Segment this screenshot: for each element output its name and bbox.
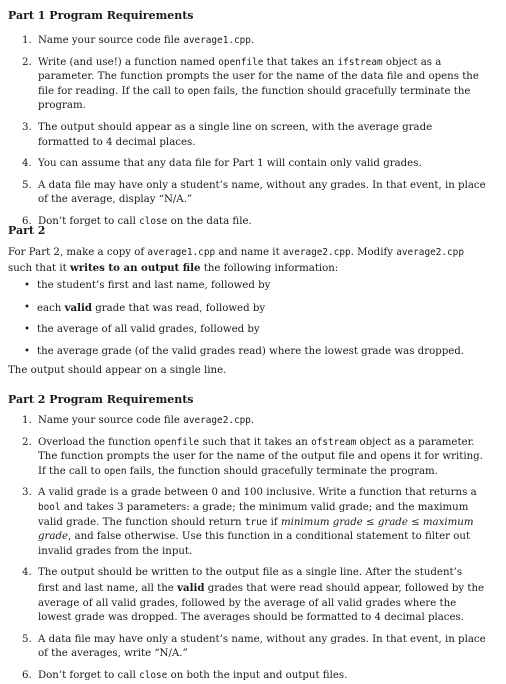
list-item: 3. A valid grade is a grade between 0 and 100 inclusive. Write a function that returns a bool and takes 3 parameters: a grade; the minimum valid grade; and the maximum valid grade. The function should return true if minimum grade ≤ grade ≤ maximum grade, and false otherwise. Use this function in a conditional statement to filter out invalid grades from the input. xyxy=(22,487,477,557)
list-item: • each valid grade that was read, followed by xyxy=(24,302,266,314)
part2-bullet-list xyxy=(0,279,506,367)
list-item: 2. Overload the function openfile such that it takes an ofstream object as a parameter. The function prompts the user for the name of the output file and opens it for writing. If the call to open fails, the function should gracefully terminate the program. xyxy=(22,436,483,477)
list-item: 1. Name your source code file average1.cpp. xyxy=(22,35,255,46)
bullet-icon: • xyxy=(24,324,31,335)
list-item: • the average of all valid grades, followed by xyxy=(0,323,506,345)
list-item: 5. A data file may have only a student’s name, without any grades. In that event, in place of the average, display “N/A.” xyxy=(22,179,486,206)
part1-requirements-list xyxy=(0,34,506,230)
part2-heading: Part 2 xyxy=(8,224,46,237)
part2-outro: The output should appear on a single line. xyxy=(8,365,227,376)
list-item: 4. The output should be written to the output file as a single line. After the student’s first and last name, all the valid grades that were read should appear, followed by the average of all valid grades, followed by the average of all valid grades where the lowest grade was dropped. The averages should be formatted to 4 decimal places. xyxy=(22,567,485,624)
list-item: 5. A data file may have only a student’s name, without any grades. In that event, in place of the averages, write “N/A.” xyxy=(22,633,486,660)
part2-requirements-list xyxy=(0,414,506,684)
bullet-icon: • xyxy=(24,280,31,291)
list-item: 1. Name your source code file average2.cpp. xyxy=(22,415,255,426)
bullet-icon: • xyxy=(24,302,31,313)
part2-requirements-heading: Part 2 Program Requirements xyxy=(8,393,194,406)
list-item: 4. You can assume that any data file for Part 1 will contain only valid grades. xyxy=(22,158,422,170)
list-item: 6. Don’t forget to call close on both the input and output files. xyxy=(22,669,348,681)
part2-intro: For Part 2, make a copy of average1.cpp and name it average2.cpp. Modify average2.cpp such that it writes to an output file the following information: xyxy=(8,247,464,274)
part1-requirements-heading: Part 1 Program Requirements xyxy=(8,9,194,22)
list-item: 6. Don’t forget to call close on the data file. xyxy=(22,215,252,227)
list-item: • the student’s first and last name, followed by xyxy=(0,279,506,301)
list-item: 2. Write (and use!) a function named openfile that takes an ifstream object as a parameter. The function prompts the user for the name of the data file and opens the file for reading. If the call to open fails, the function should gracefully terminate the program. xyxy=(22,56,479,112)
bullet-icon: • xyxy=(24,346,31,357)
list-item: • the average grade (of the valid grades read) where the lowest grade was dropped. xyxy=(0,345,506,367)
list-item: 3. The output should appear as a single line on screen, with the average grade formatted to 4 decimal places. xyxy=(22,121,433,148)
